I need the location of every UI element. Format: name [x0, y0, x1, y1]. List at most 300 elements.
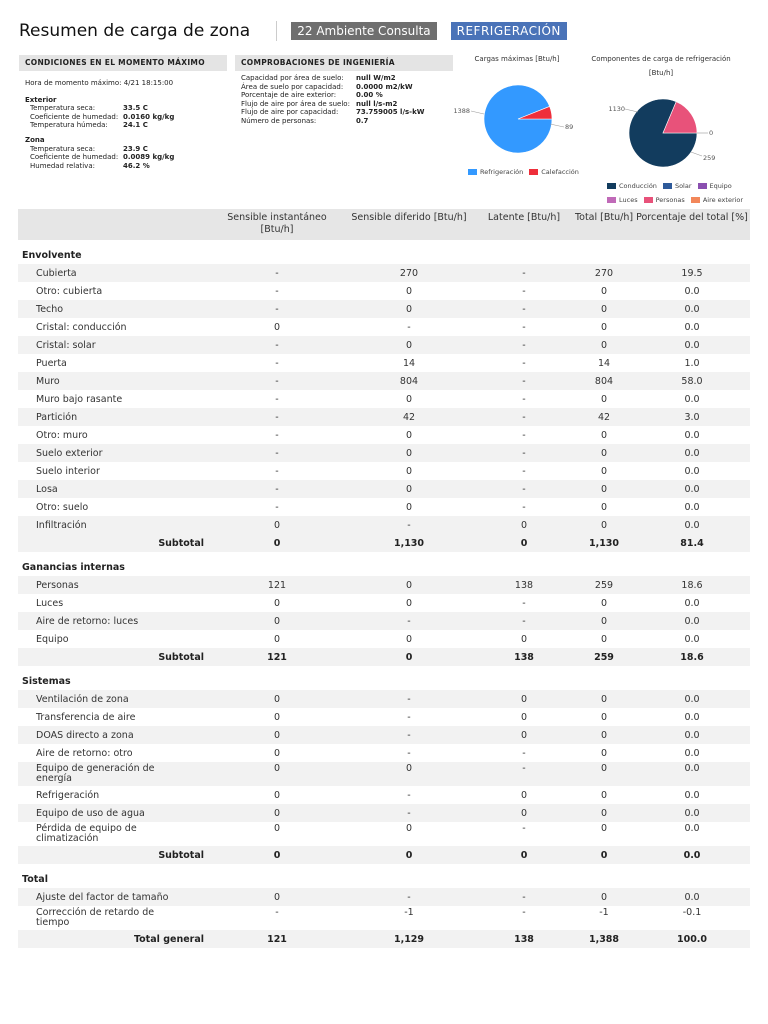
subtotal-value: 259 — [574, 648, 634, 666]
cell-value: 18.6 — [634, 576, 750, 594]
table-row — [18, 354, 750, 372]
legend-swatch — [691, 197, 700, 203]
cell-value: - — [407, 747, 411, 759]
row-label: Aire de retorno: otro — [36, 747, 133, 759]
cell-value: - — [210, 372, 344, 390]
row-label: Techo — [18, 300, 210, 318]
cell-value: 0 — [520, 711, 528, 723]
kv-value: 24.1 C — [123, 121, 148, 130]
kv-row — [25, 145, 227, 154]
data-label: 1130 — [608, 105, 625, 113]
cell-value: 0.0 — [684, 465, 700, 477]
legend-swatch — [468, 169, 477, 175]
subtotal-value: 0.0 — [634, 846, 750, 864]
row-label: Suelo exterior — [18, 444, 210, 462]
subtotal-value: 81.4 — [634, 534, 750, 552]
cell-value: 0 — [574, 804, 634, 822]
subtotal-row — [18, 648, 750, 666]
table-row — [18, 822, 750, 846]
kv-row — [241, 108, 453, 117]
kv-value: 0.00 % — [356, 91, 383, 100]
chart1-title: Cargas máximas [Btu/h] — [474, 55, 560, 63]
subtotal-value: 1,129 — [344, 930, 474, 948]
subtotal-value: 138 — [474, 648, 574, 666]
cell-value: 0 — [273, 823, 281, 834]
cell-value: 14 — [402, 357, 416, 369]
chart2-legend — [607, 179, 757, 207]
chart2-title: Componentes de carga de refrigeración [Btu/h] — [591, 55, 731, 77]
row-label: Suelo interior — [36, 465, 100, 477]
exterior-values — [25, 104, 227, 130]
cell-value: 0 — [344, 480, 474, 498]
column-header: Porcentaje del total [%] — [634, 209, 750, 240]
cell-value: 0.0 — [634, 444, 750, 462]
cell-value: 14 — [597, 357, 611, 369]
kv-value: 33.5 C — [123, 104, 148, 113]
kv-key: Temperatura seca: — [30, 104, 96, 113]
cell-value: - — [344, 888, 474, 906]
cell-value: 0 — [574, 480, 634, 498]
cell-value: - — [474, 300, 574, 318]
row-label: Equipo de uso de agua — [18, 804, 210, 822]
cell-value: 0 — [405, 393, 413, 405]
kv-row — [241, 83, 453, 92]
kv-row — [25, 104, 227, 113]
legend-item — [663, 179, 692, 193]
subtotal-label: Subtotal — [18, 846, 210, 864]
cell-value: - — [210, 264, 344, 282]
row-label: Otro: cubierta — [36, 285, 103, 297]
cell-value: - — [522, 429, 526, 441]
cell-value: 259 — [574, 576, 634, 594]
cell-value: - — [522, 357, 526, 369]
row-label: Luces — [36, 597, 64, 609]
zone-values — [25, 145, 227, 171]
cell-value: 0.0 — [634, 300, 750, 318]
row-label: Muro — [18, 372, 210, 390]
subtotal-value: 18.6 — [634, 648, 750, 666]
legend-item — [698, 179, 732, 193]
cell-value: 0.0 — [684, 711, 700, 723]
cell-value: 0.0 — [634, 612, 750, 630]
row-label: Partición — [18, 408, 210, 426]
cell-value: - — [275, 393, 279, 405]
table-row — [18, 708, 750, 726]
cell-value: 0 — [600, 465, 608, 477]
kv-value: null W/m2 — [356, 74, 396, 82]
subtotal-value: 100.0 — [634, 930, 750, 948]
table-header-row — [18, 209, 750, 240]
cell-value: 1.0 — [684, 357, 700, 369]
cell-value: - — [407, 711, 411, 723]
row-label: Refrigeración — [36, 789, 100, 801]
section-title: Envolvente — [22, 250, 82, 261]
legend-item — [607, 193, 638, 207]
cell-value: - — [522, 823, 526, 834]
cell-value: 0 — [210, 762, 344, 786]
loads-table — [18, 209, 750, 948]
cell-value: 0 — [520, 789, 528, 801]
subtotal-value: 121 — [210, 648, 344, 666]
cell-value: - — [210, 444, 344, 462]
cell-value: - — [522, 285, 526, 297]
table-row — [18, 744, 750, 762]
row-label: Corrección de retardo de tiempo — [36, 907, 155, 928]
cell-value: - — [474, 612, 574, 630]
row-label: Equipo — [36, 633, 69, 645]
table-row — [18, 888, 750, 906]
cell-value: 0.0 — [684, 747, 700, 759]
kv-key: Humedad relativa: — [30, 161, 95, 170]
row-label: Equipo de generación de energía — [18, 762, 210, 786]
header-divider — [276, 21, 277, 41]
cell-value: 0.0 — [634, 480, 750, 498]
column-header: Sensible diferido [Btu/h] — [344, 209, 474, 240]
cell-value: 0 — [405, 597, 413, 609]
table-row — [18, 612, 750, 630]
table-row — [18, 480, 750, 498]
column-header — [18, 209, 210, 240]
cell-value: 0 — [210, 612, 344, 630]
row-label: Transferencia de aire — [36, 711, 136, 723]
cell-value: 0.0 — [684, 789, 700, 801]
cell-value: 0 — [405, 501, 413, 513]
cell-value: 42 — [574, 408, 634, 426]
table-row — [18, 372, 750, 390]
cell-value: -1 — [599, 907, 609, 918]
subtotal-value: 0 — [344, 846, 474, 864]
cell-value: 19.5 — [634, 264, 750, 282]
cell-value: - — [275, 907, 279, 918]
subtotal-row — [18, 846, 750, 864]
cell-value: 3.0 — [634, 408, 750, 426]
cell-value: - — [474, 372, 574, 390]
table-row — [18, 390, 750, 408]
cell-value: 0 — [600, 747, 608, 759]
subtotal-label: Total general — [18, 930, 210, 948]
legend-label: Conducción — [619, 182, 657, 190]
cell-value: - — [474, 888, 574, 906]
table-row — [18, 426, 750, 444]
cell-value: 0 — [600, 285, 608, 297]
cell-value: 0.0 — [684, 393, 700, 405]
cell-value: - — [407, 321, 411, 333]
table-row — [18, 594, 750, 612]
cell-value: 0.0 — [684, 823, 700, 834]
engineering-checks-panel — [235, 55, 453, 126]
cell-value: 0.0 — [634, 516, 750, 534]
table-row — [18, 498, 750, 516]
cell-value: 0 — [405, 823, 413, 834]
table-row — [18, 576, 750, 594]
cell-value: - — [344, 516, 474, 534]
kv-key: Porcentaje de aire exterior: — [241, 91, 337, 100]
cell-value: 0.0 — [684, 633, 700, 645]
cell-value: - — [344, 612, 474, 630]
cell-value: - — [474, 480, 574, 498]
subtotal-row — [18, 930, 750, 948]
cell-value: - — [474, 444, 574, 462]
data-label-leader — [471, 111, 484, 114]
legend-label: Personas — [655, 196, 685, 204]
kv-key: Coeficiente de humedad: — [30, 153, 119, 162]
cell-value: 0 — [600, 597, 608, 609]
column-header: Total [Btu/h] — [574, 209, 634, 240]
cell-value: 0 — [405, 465, 413, 477]
legend-label: Luces — [619, 196, 638, 204]
cell-value: 0 — [600, 429, 608, 441]
cell-value: - — [210, 408, 344, 426]
cell-value: 0 — [210, 516, 344, 534]
row-label: Otro: muro — [36, 429, 88, 441]
table-row — [18, 906, 750, 930]
row-label: Losa — [18, 480, 210, 498]
cell-value: 804 — [344, 372, 474, 390]
cell-value: - — [522, 907, 526, 918]
cell-value: 0 — [574, 690, 634, 708]
data-label-leader — [625, 109, 638, 112]
table-row — [18, 516, 750, 534]
cell-value: - — [522, 321, 526, 333]
table-row — [18, 726, 750, 744]
cell-value: - — [344, 726, 474, 744]
row-label: Cubierta — [18, 264, 210, 282]
cell-value: - — [344, 804, 474, 822]
cell-value: 0 — [574, 762, 634, 786]
subtotal-value: 1,130 — [344, 534, 474, 552]
data-label-leader — [691, 152, 702, 156]
kv-value: 23.9 C — [123, 144, 148, 153]
kv-key: Coeficiente de humedad: — [30, 112, 119, 121]
cell-value: 0.0 — [634, 888, 750, 906]
cell-value: 0.0 — [684, 597, 700, 609]
cell-value: 0 — [574, 888, 634, 906]
cell-value: - — [344, 690, 474, 708]
table-row — [18, 444, 750, 462]
cell-value: 0.0 — [634, 690, 750, 708]
cell-value: - — [522, 597, 526, 609]
cell-value: - — [522, 393, 526, 405]
subtotal-value: 1,130 — [574, 534, 634, 552]
zone-badge: 22 Ambiente Consulta — [291, 22, 436, 40]
cell-value: - — [210, 336, 344, 354]
subtotal-label: Subtotal — [18, 648, 210, 666]
cell-value: - — [210, 480, 344, 498]
table-row — [18, 282, 750, 300]
cell-value: 138 — [474, 576, 574, 594]
row-label: Puerta — [36, 357, 67, 369]
mode-badge: REFRIGERACIÓN — [451, 22, 567, 40]
subtotal-value: 0 — [210, 534, 344, 552]
kv-value: 73.759005 l/s-kW — [356, 108, 425, 117]
cell-value: 0 — [344, 444, 474, 462]
cell-value: 58.0 — [634, 372, 750, 390]
cell-value: - — [210, 300, 344, 318]
subtotal-value: 0 — [474, 846, 574, 864]
cell-value: 0 — [405, 285, 413, 297]
cell-value: 804 — [574, 372, 634, 390]
cell-value: 0.0 — [684, 501, 700, 513]
row-label: Cristal: conducción — [36, 321, 127, 333]
cell-value: - — [522, 501, 526, 513]
kv-row — [241, 74, 453, 83]
legend-label: Solar — [674, 182, 692, 190]
peak-conditions-heading: CONDICIONES EN EL MOMENTO MÁXIMO — [19, 55, 227, 71]
kv-value: 0.0089 kg/kg — [123, 153, 175, 162]
kv-value: null l/s-m2 — [356, 99, 398, 108]
data-label: 1388 — [453, 107, 470, 115]
row-label: Otro: suelo — [36, 501, 89, 513]
cell-value: 270 — [574, 264, 634, 282]
kv-row — [241, 100, 453, 109]
subtotal-row — [18, 534, 750, 552]
engineering-checks-heading: COMPROBACIONES DE INGENIERÍA — [235, 55, 453, 71]
cell-value: 0 — [273, 633, 281, 645]
kv-key: Capacidad por área de suelo: — [241, 74, 344, 82]
cell-value: 0 — [210, 804, 344, 822]
cell-value: 0.0 — [684, 285, 700, 297]
kv-key: Temperatura húmeda: — [30, 121, 108, 130]
table-row — [18, 300, 750, 318]
cell-value: 0 — [600, 633, 608, 645]
row-label: Personas — [18, 576, 210, 594]
cell-value: 0 — [600, 789, 608, 801]
cell-value: - — [474, 408, 574, 426]
cell-value: 121 — [210, 576, 344, 594]
cell-value: 0 — [344, 576, 474, 594]
legend-item — [644, 193, 685, 207]
legend-swatch — [698, 183, 707, 189]
cell-value: 0 — [344, 336, 474, 354]
cell-value: - — [522, 465, 526, 477]
cell-value: 0 — [600, 823, 608, 834]
data-label: 0 — [709, 129, 714, 137]
table-row — [18, 462, 750, 480]
section-title: Sistemas — [22, 676, 71, 687]
subtotal-value: 121 — [210, 930, 344, 948]
kv-value: 0.0160 kg/kg — [123, 112, 175, 121]
chart1-legend — [468, 165, 588, 179]
kv-value: 46.2 % — [123, 161, 150, 170]
cell-value: 0 — [210, 726, 344, 744]
legend-label: Refrigeración — [480, 168, 524, 176]
row-label: Muro bajo rasante — [36, 393, 123, 405]
table-row — [18, 408, 750, 426]
legend-item — [529, 165, 579, 179]
kv-key: Área de suelo por capacidad: — [241, 82, 344, 91]
cell-value: - — [407, 789, 411, 801]
cell-value: 0 — [574, 516, 634, 534]
cell-value: 0 — [210, 888, 344, 906]
kv-row — [241, 117, 453, 126]
legend-item — [691, 193, 743, 207]
kv-key: Flujo de aire por capacidad: — [241, 108, 339, 117]
page-title: Resumen de carga de zona — [19, 21, 251, 41]
report-header — [19, 18, 567, 44]
cell-value: 0 — [600, 321, 608, 333]
cell-value: - — [275, 357, 279, 369]
cell-value: 0 — [574, 444, 634, 462]
cell-value: 0 — [405, 633, 413, 645]
cell-value: 0 — [273, 789, 281, 801]
cell-value: 0.0 — [634, 726, 750, 744]
cell-value: - — [275, 501, 279, 513]
section-header-row — [18, 666, 750, 690]
table-row — [18, 630, 750, 648]
cell-value: 0.0 — [684, 321, 700, 333]
column-header: Sensible instantáneo [Btu/h] — [210, 209, 344, 240]
cell-value: - — [275, 285, 279, 297]
cell-value: 0 — [600, 393, 608, 405]
table-row — [18, 690, 750, 708]
row-label: Cristal: solar — [18, 336, 210, 354]
kv-value: 0.0000 m2/kW — [356, 82, 413, 91]
cell-value: 0 — [344, 300, 474, 318]
cell-value: - — [474, 762, 574, 786]
legend-swatch — [644, 197, 653, 203]
table-row — [18, 336, 750, 354]
cell-value: - — [474, 264, 574, 282]
kv-row — [25, 121, 227, 130]
legend-item — [468, 165, 523, 179]
cell-value: - — [275, 465, 279, 477]
subtotal-value: 0 — [574, 846, 634, 864]
subtotal-value: 1,388 — [574, 930, 634, 948]
legend-label: Calefacción — [541, 168, 579, 176]
kv-value: 0.7 — [356, 116, 369, 125]
cell-value: 0 — [574, 726, 634, 744]
legend-swatch — [529, 169, 538, 175]
cell-value: 0 — [574, 336, 634, 354]
cell-value: 0 — [344, 762, 474, 786]
cell-value: 0 — [474, 804, 574, 822]
section-header-row — [18, 240, 750, 264]
cell-value: 0 — [405, 429, 413, 441]
legend-item — [607, 179, 657, 193]
section-title: Total — [22, 874, 48, 885]
cell-value: 0 — [474, 726, 574, 744]
legend-label: Equipo — [709, 182, 732, 190]
table-row — [18, 264, 750, 282]
legend-swatch — [607, 197, 616, 203]
row-label: Ventilación de zona — [18, 690, 210, 708]
subtotal-value: 0 — [344, 648, 474, 666]
cooling-components-pie-chart — [600, 90, 740, 180]
cell-value: - — [522, 747, 526, 759]
row-label: Aire de retorno: luces — [18, 612, 210, 630]
subtotal-value: 0 — [474, 534, 574, 552]
cell-value: 0 — [474, 690, 574, 708]
cell-value: 0 — [474, 516, 574, 534]
section-header-row — [18, 864, 750, 888]
cell-value: 0.0 — [634, 762, 750, 786]
cell-value: 0 — [600, 501, 608, 513]
row-label: Infiltración — [18, 516, 210, 534]
cell-value: 42 — [344, 408, 474, 426]
legend-swatch — [607, 183, 616, 189]
table-row — [18, 318, 750, 336]
cell-value: 0 — [574, 300, 634, 318]
subtotal-label: Subtotal — [18, 534, 210, 552]
cell-value: -1 — [404, 907, 414, 918]
data-label-leader — [550, 124, 564, 127]
cell-value: 0 — [210, 690, 344, 708]
row-label: DOAS directo a zona — [18, 726, 210, 744]
peak-time: Hora de momento máximo: 4/21 18:15:00 — [25, 79, 174, 87]
cell-value: 0 — [574, 612, 634, 630]
data-label: 259 — [703, 154, 716, 162]
table-row — [18, 804, 750, 822]
